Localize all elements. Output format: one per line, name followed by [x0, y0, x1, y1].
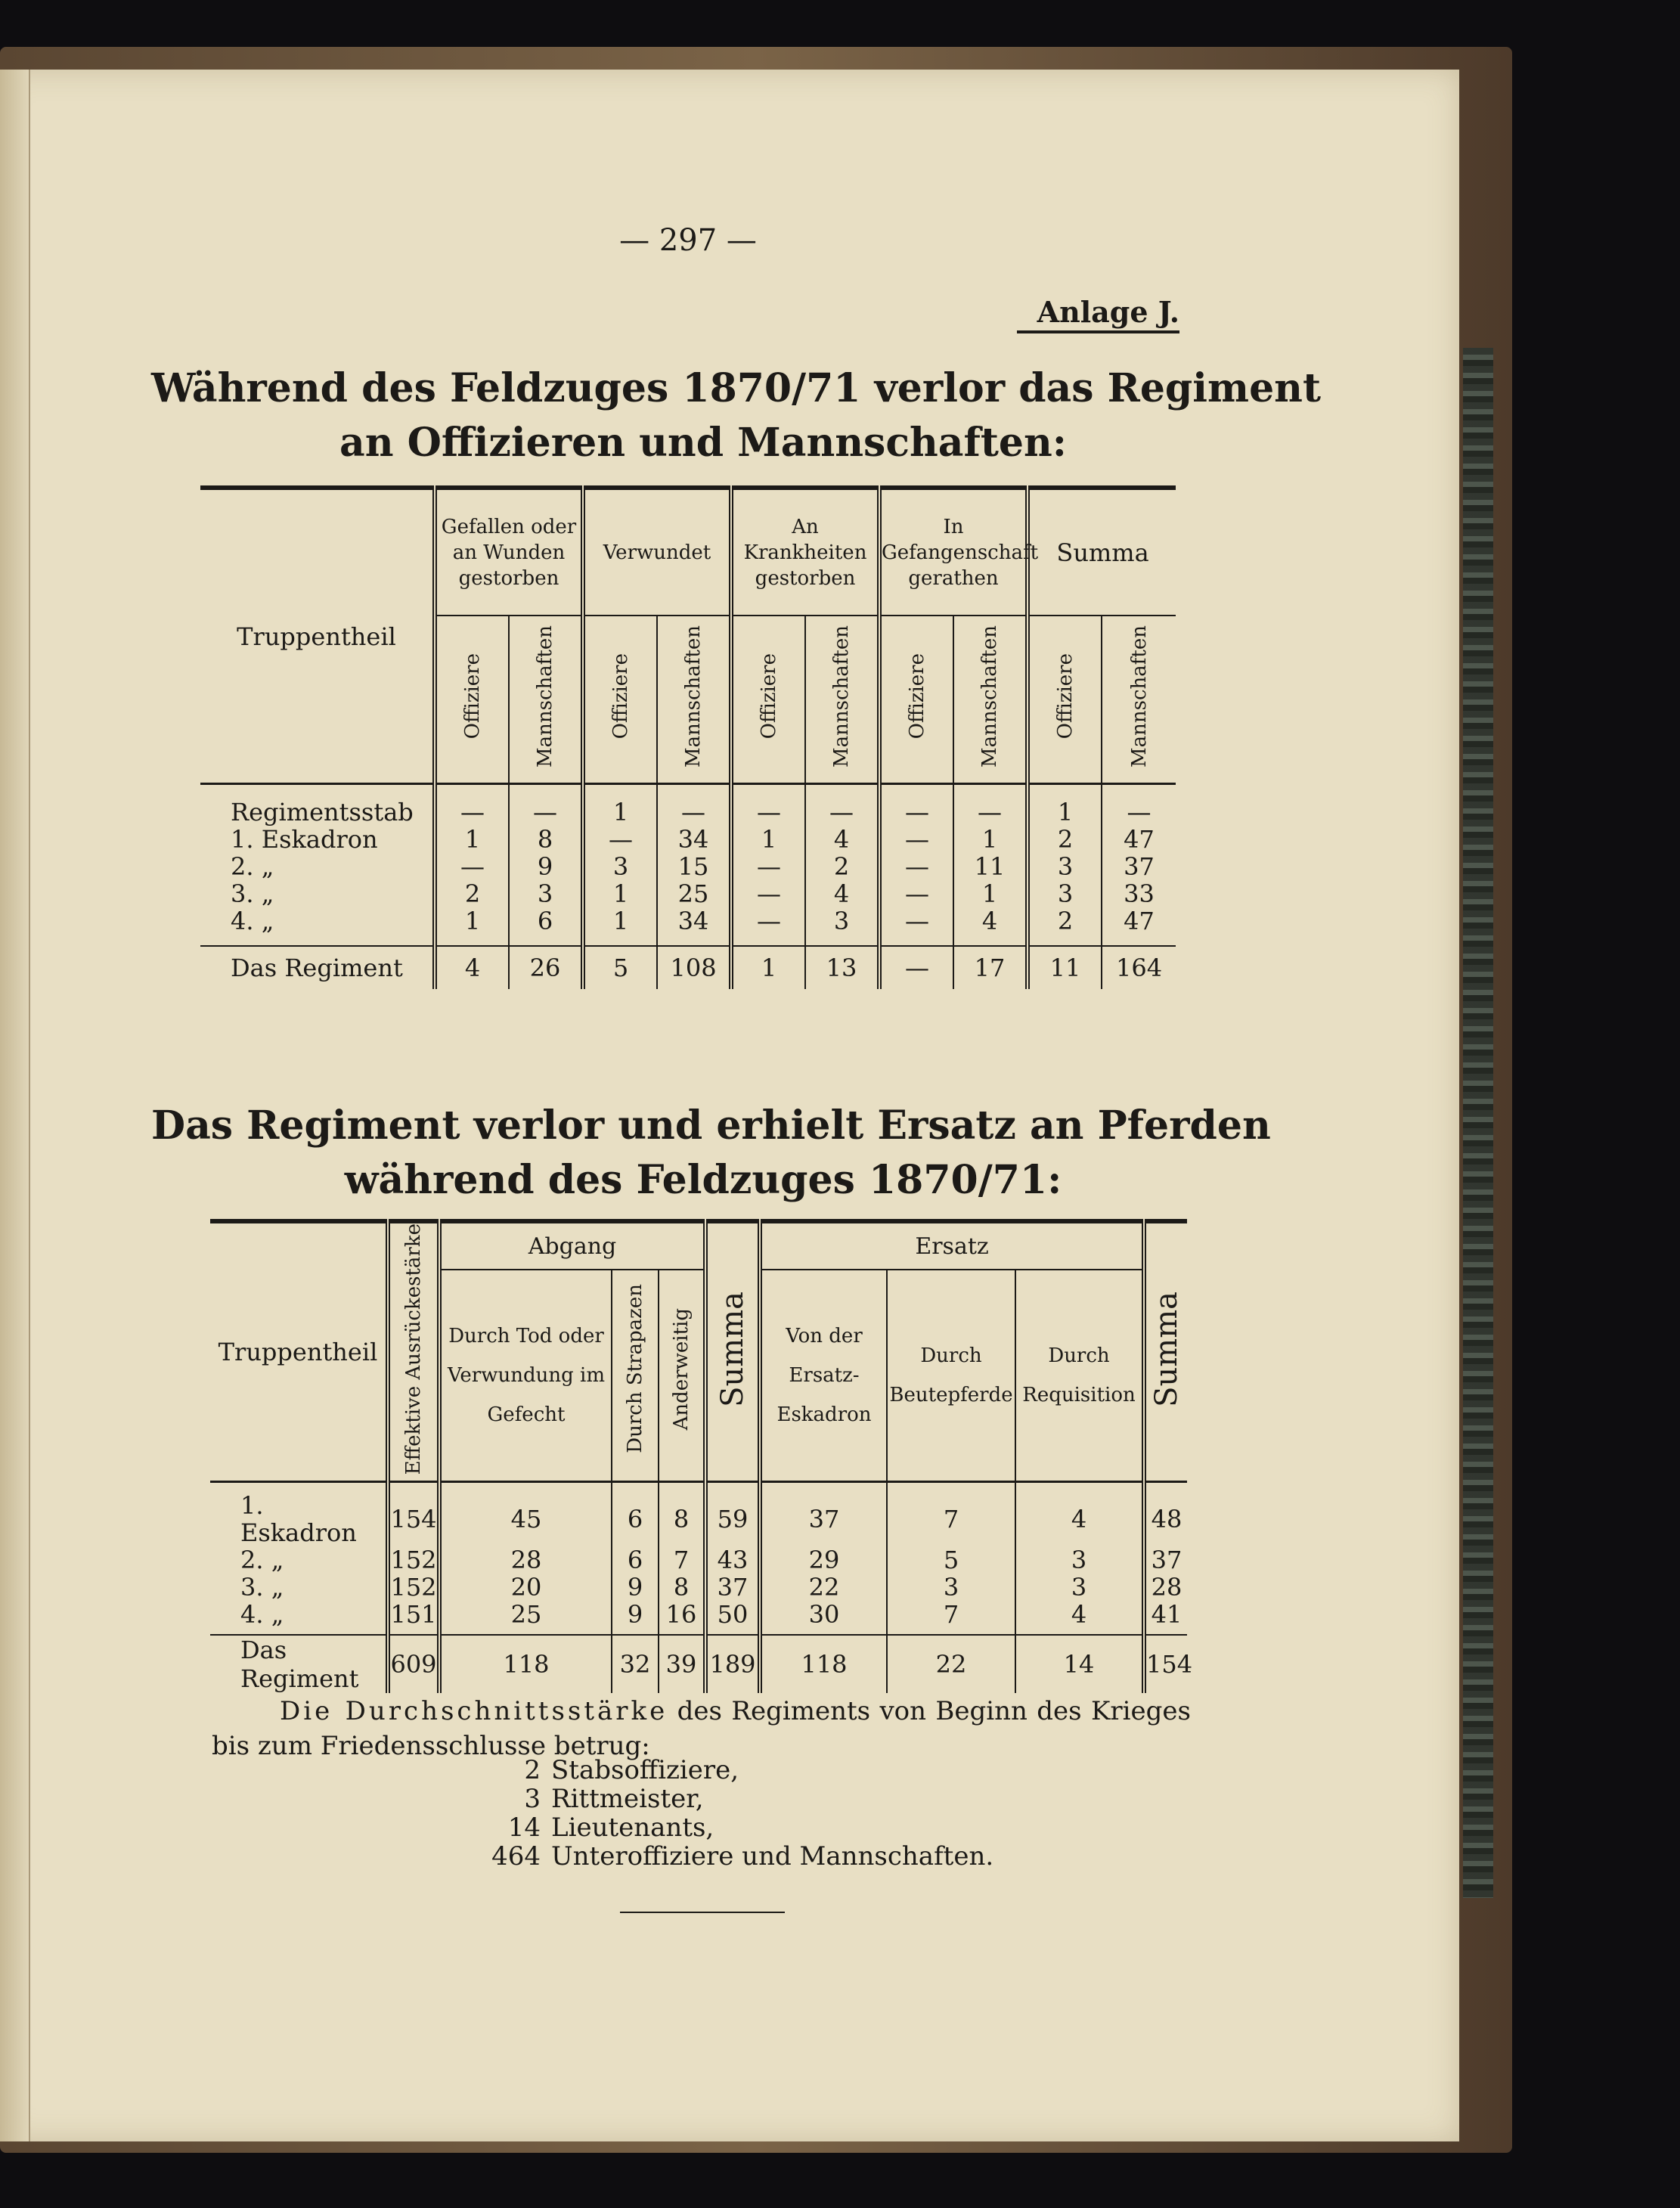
- value-cell: 3: [1028, 880, 1102, 907]
- value-cell: —: [879, 826, 953, 853]
- value-cell: 154: [1144, 1635, 1187, 1693]
- horses-title: [151, 1099, 1271, 1208]
- value-cell: —: [509, 784, 583, 826]
- value-cell: 5: [583, 946, 657, 989]
- value-cell: 609: [388, 1635, 439, 1693]
- value-cell: 32: [612, 1635, 659, 1693]
- marbled-edge: [1463, 348, 1493, 1898]
- list-item-label: Unteroffiziere und Mannschaften.: [551, 1841, 994, 1872]
- closing-rule: [620, 1912, 785, 1913]
- table-row: [210, 1635, 1187, 1693]
- losses-title: [151, 361, 1321, 470]
- ersatz-summa-header: Summa: [1149, 1291, 1185, 1407]
- ersatz-col-header: Durch Requisition: [1015, 1270, 1144, 1482]
- list-item: [469, 1813, 993, 1842]
- value-cell: 8: [659, 1574, 705, 1601]
- value-cell: 43: [705, 1546, 760, 1574]
- sub-header-men: Mannschaften: [534, 625, 556, 768]
- horses-title-line1: Das Regiment verlor und erhielt Ersatz an Pferden: [151, 1102, 1271, 1149]
- value-cell: 45: [439, 1482, 612, 1547]
- sub-header-officers: Offiziere: [461, 653, 484, 740]
- ersatz-col-header: Durch Beutepferde: [887, 1270, 1015, 1482]
- value-cell: 118: [760, 1635, 887, 1693]
- value-cell: —: [731, 784, 805, 826]
- value-cell: 4: [1015, 1482, 1144, 1547]
- value-cell: 6: [509, 907, 583, 946]
- value-cell: —: [879, 946, 953, 989]
- value-cell: 1: [953, 826, 1028, 853]
- table-row: [210, 1601, 1187, 1635]
- value-cell: 1: [583, 907, 657, 946]
- value-cell: —: [657, 784, 731, 826]
- losses-group-header: In Gefangenschaft gerathen: [879, 488, 1028, 616]
- value-cell: 4: [953, 907, 1028, 946]
- table-row: [200, 853, 1176, 880]
- value-cell: 37: [760, 1482, 887, 1547]
- list-item-count: 464: [491, 1841, 541, 1872]
- value-cell: 11: [953, 853, 1028, 880]
- value-cell: 6: [612, 1546, 659, 1574]
- losses-title-line1: Während des Feldzuges 1870/71 verlor das Regiment: [151, 365, 1321, 411]
- unit-cell: Regimentsstab: [231, 798, 414, 826]
- value-cell: 7: [887, 1482, 1015, 1547]
- value-cell: 50: [705, 1601, 760, 1635]
- strength-list: [469, 1756, 993, 1871]
- value-cell: 9: [612, 1601, 659, 1635]
- value-cell: 6: [612, 1482, 659, 1547]
- average-strength-spaced: Die Durchschnittsstärke: [280, 1696, 668, 1726]
- average-strength-rest: des Regiments von Beginn des Krieges bis zum Friedensschlusse betrug:: [212, 1696, 1191, 1761]
- page-number: — 297 —: [619, 223, 757, 258]
- value-cell: 1: [953, 880, 1028, 907]
- value-cell: 152: [388, 1574, 439, 1601]
- value-cell: —: [435, 784, 509, 826]
- abgang-header: Abgang: [439, 1221, 705, 1270]
- value-cell: —: [879, 853, 953, 880]
- value-cell: 2: [805, 853, 879, 880]
- value-cell: 1: [435, 907, 509, 946]
- value-cell: 15: [657, 853, 731, 880]
- losses-group-header: Gefallen oder an Wunden gestorben: [435, 488, 583, 616]
- value-cell: 1: [435, 826, 509, 853]
- value-cell: —: [879, 784, 953, 826]
- value-cell: 17: [953, 946, 1028, 989]
- value-cell: —: [879, 880, 953, 907]
- value-cell: —: [731, 907, 805, 946]
- value-cell: 3: [805, 907, 879, 946]
- table-row: [210, 1482, 1187, 1547]
- table-row: [210, 1574, 1187, 1601]
- value-cell: 59: [705, 1482, 760, 1547]
- losses-group-header: Summa: [1028, 488, 1176, 616]
- value-cell: 28: [439, 1546, 612, 1574]
- value-cell: 34: [657, 826, 731, 853]
- value-cell: 1: [583, 880, 657, 907]
- sub-header-men: Mannschaften: [682, 625, 705, 768]
- value-cell: —: [731, 880, 805, 907]
- sub-header-officers: Offiziere: [758, 653, 781, 740]
- value-cell: 9: [612, 1574, 659, 1601]
- value-cell: 30: [760, 1601, 887, 1635]
- value-cell: —: [805, 784, 879, 826]
- value-cell: —: [435, 853, 509, 880]
- value-cell: 13: [805, 946, 879, 989]
- horses-table: [210, 1219, 1193, 1694]
- list-item-count: 3: [524, 1784, 541, 1814]
- losses-unit-header: Truppentheil: [237, 622, 396, 651]
- ersatz-col-header: Von der Ersatz-Eskadron: [760, 1270, 887, 1482]
- horses-title-line2: während des Feldzuges 1870/71:: [344, 1157, 1062, 1203]
- value-cell: 164: [1102, 946, 1176, 989]
- value-cell: 34: [657, 907, 731, 946]
- value-cell: 3: [583, 853, 657, 880]
- value-cell: 3: [1015, 1574, 1144, 1601]
- value-cell: 25: [439, 1601, 612, 1635]
- sub-header-men: Mannschaften: [978, 625, 1002, 768]
- list-item: [469, 1785, 993, 1813]
- unit-cell: Das Regiment: [210, 1635, 388, 1693]
- value-cell: 22: [760, 1574, 887, 1601]
- losses-title-line2: an Offizieren und Mannschaften:: [339, 420, 1067, 466]
- value-cell: 2: [1028, 826, 1102, 853]
- value-cell: 151: [388, 1601, 439, 1635]
- value-cell: 4: [435, 946, 509, 989]
- value-cell: 28: [1144, 1574, 1187, 1601]
- sub-header-officers: Offiziere: [609, 653, 633, 740]
- value-cell: 47: [1102, 907, 1176, 946]
- value-cell: —: [1102, 784, 1176, 826]
- value-cell: —: [731, 853, 805, 880]
- sub-header-officers: Offiziere: [906, 653, 929, 740]
- sub-header-officers: Offiziere: [1054, 653, 1077, 740]
- losses-table: [200, 485, 1176, 989]
- value-cell: 47: [1102, 826, 1176, 853]
- value-cell: 4: [805, 826, 879, 853]
- table-row: [210, 1546, 1187, 1574]
- unit-cell: 1. Eskadron: [240, 1491, 357, 1548]
- sub-header-men: Mannschaften: [1127, 625, 1151, 768]
- table-row: [200, 880, 1176, 907]
- value-cell: 118: [439, 1635, 612, 1693]
- list-item: [469, 1842, 993, 1871]
- value-cell: 154: [388, 1482, 439, 1547]
- value-cell: 1: [583, 784, 657, 826]
- value-cell: 39: [659, 1635, 705, 1693]
- value-cell: 4: [1015, 1601, 1144, 1635]
- list-item-label: Stabsoffiziere,: [551, 1755, 739, 1785]
- sub-header-men: Mannschaften: [830, 625, 854, 768]
- value-cell: 3: [509, 880, 583, 907]
- table-row: [200, 946, 1176, 989]
- page-gutter: [0, 70, 30, 2141]
- value-cell: 33: [1102, 880, 1176, 907]
- value-cell: 37: [705, 1574, 760, 1601]
- value-cell: 5: [887, 1546, 1015, 1574]
- losses-group-header: Verwundet: [583, 488, 731, 616]
- value-cell: 11: [1028, 946, 1102, 989]
- unit-cell: 4. „: [231, 907, 274, 935]
- value-cell: 22: [887, 1635, 1015, 1693]
- value-cell: —: [953, 784, 1028, 826]
- value-cell: 1: [1028, 784, 1102, 826]
- table-row: [200, 907, 1176, 946]
- unit-cell: 2. „: [231, 852, 274, 881]
- abgang-summa-header: Summa: [715, 1291, 750, 1407]
- value-cell: 14: [1015, 1635, 1144, 1693]
- list-item-label: Lieutenants,: [551, 1813, 714, 1843]
- abgang-col-header: Anderweitig: [670, 1307, 693, 1430]
- value-cell: 20: [439, 1574, 612, 1601]
- value-cell: 37: [1102, 853, 1176, 880]
- value-cell: —: [583, 826, 657, 853]
- value-cell: 41: [1144, 1601, 1187, 1635]
- abgang-col-header: Durch Strapazen: [624, 1284, 646, 1454]
- value-cell: 3: [1028, 853, 1102, 880]
- unit-cell: 3. „: [231, 879, 274, 908]
- horses-unit-header: Truppentheil: [218, 1338, 378, 1367]
- value-cell: 152: [388, 1546, 439, 1574]
- unit-cell: Das Regiment: [200, 946, 435, 989]
- value-cell: 48: [1144, 1482, 1187, 1547]
- ersatz-header: Ersatz: [760, 1221, 1144, 1270]
- list-item-label: Rittmeister,: [551, 1784, 704, 1814]
- value-cell: 4: [805, 880, 879, 907]
- unit-cell: 1. Eskadron: [231, 825, 378, 854]
- value-cell: 8: [509, 826, 583, 853]
- value-cell: 1: [731, 946, 805, 989]
- table-row: [200, 826, 1176, 853]
- list-item-count: 2: [524, 1755, 541, 1785]
- value-cell: 8: [659, 1482, 705, 1547]
- value-cell: 37: [1144, 1546, 1187, 1574]
- unit-cell: 3. „: [240, 1573, 284, 1602]
- value-cell: 189: [705, 1635, 760, 1693]
- effective-strength-header: Effektive Ausrückestärke: [402, 1223, 425, 1475]
- value-cell: 2: [435, 880, 509, 907]
- value-cell: 1: [731, 826, 805, 853]
- value-cell: 2: [1028, 907, 1102, 946]
- value-cell: 7: [659, 1546, 705, 1574]
- value-cell: 16: [659, 1601, 705, 1635]
- value-cell: 3: [1015, 1546, 1144, 1574]
- unit-cell: 2. „: [240, 1546, 284, 1575]
- abgang-col-header: Durch Tod oder Verwundung im Gefecht: [439, 1270, 612, 1482]
- losses-group-header: An Krankheiten gestorben: [731, 488, 879, 616]
- value-cell: 9: [509, 853, 583, 880]
- value-cell: 25: [657, 880, 731, 907]
- list-item-count: 14: [507, 1813, 541, 1843]
- value-cell: 7: [887, 1601, 1015, 1635]
- unit-cell: 4. „: [240, 1600, 284, 1630]
- annex-label: Anlage J.: [1017, 295, 1179, 333]
- list-item: [469, 1756, 993, 1785]
- value-cell: 29: [760, 1546, 887, 1574]
- value-cell: 108: [657, 946, 731, 989]
- value-cell: 26: [509, 946, 583, 989]
- table-row: [200, 784, 1176, 826]
- value-cell: —: [879, 907, 953, 946]
- average-strength-text: [212, 1694, 1191, 1763]
- value-cell: 3: [887, 1574, 1015, 1601]
